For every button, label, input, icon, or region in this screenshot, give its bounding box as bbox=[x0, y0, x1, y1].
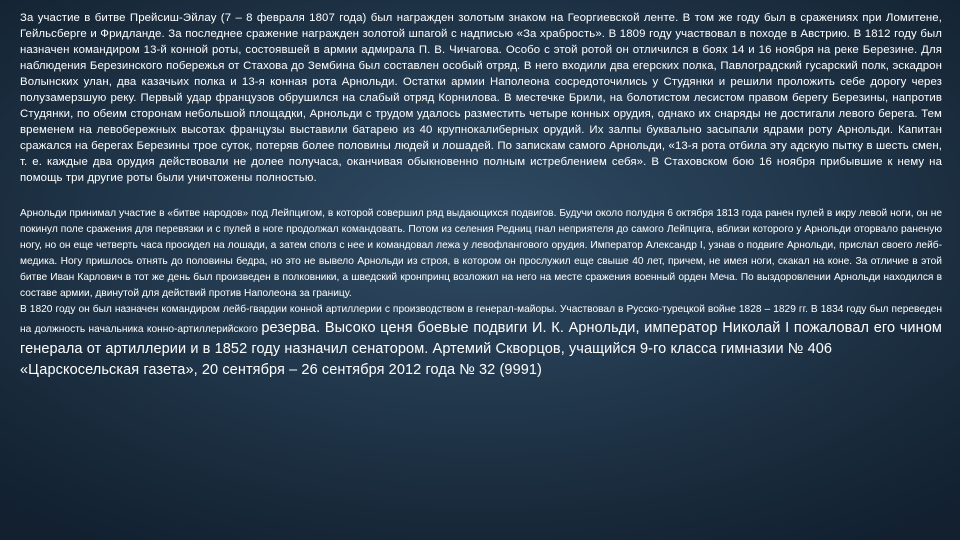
paragraph-leipzig-text: Арнольди принимал участие в «битве народов» под Лейпцигом, в которой совершил ряд выдающихся подвигов. Будучи около полудня 6 октября 1813 года ранен пулей в икру левой ноги, он не покинул поле сражения для перевязки и с пулей в ноге продолжал командовать. Потом из селения Редниц гнал неприятеля до самого Лейпцига, вблизи которого у Арнольди оторвало раненую ногу, но он еще четверть часа просидел на лошади, а затем сполз с нее и командовал лежа у левофлангового орудия. Император Александр I, узнав о подвиге Арнольди, прислал своего лейб-медика. Ногу пришлось отнять до половины бедра, но это не вывело Арнольди из строя, в котором он прослужил еще свыше 40 лет, причем, не имея ноги, скакал на коне. За отличие в этой битве Иван Карлович в тот же день был произведен в полковники, а шведский кронпринц возложил на него на месте сражения военный орден Меча. По выздоровлении Арнольди находился в составе армии, двинутой для действий против Наполеона за границу. bbox=[20, 208, 942, 299]
paragraph-berezina: За участие в битве Прейсиш-Эйлау (7 – 8 февраля 1807 года) был награжден золотым знаком на Георгиевской ленте. В том же году был в сражениях при Ломитене, Гейльсберге и Фридланде. За последнее сражение награжден золотой шпагой с надписью «За храбрость». В 1809 году участвовал в походе в Австрию. В 1812 году был назначен командиром 13-й конной роты, состоявшей в армии адмирала П. В. Чичагова. Особо с этой ротой он отличился в боях 14 и 16 ноября на реке Березине. Для наблюдения Березинского побережья от Стахова до Зембина был составлен особый отряд. В него входили два егерских полка, Павлоградский гусарский полк, эскадрон Волынских улан, два казачьих полка и 13-я конная рота Арнольди. Остатки армии Наполеона сосредоточились у Студянки и решили проложить себе дорогу через полузамерзшую реку. Первый удар французов обрушился на слабый отряд Корнилова. В местечке Брили, на болотистом лесистом правом берегу Березины, напротив Студянки, по обеим сторонам небольшой площадки, Арнольди с трудом удалось разместить четыре конных орудия, однако их снаряды не достигали левого берега. Тем временем на левобережных высотах французы выставили батарею из 40 крупнокалиберных орудий. Их залпы буквально засыпали ядрами роту Арнольди. Капитан сражался на берегах Березины трое суток, потеряв более половины людей и лошадей. По запискам самого Арнольди, «13-я рота отбила эту адскую пытку в шесть смен, т. е. каждые два орудия действовали не долее получаса, оканчивая обыкновенно полным истреблением себя». В Стаховском бою 16 ноября прибывшие к нему на помощь три другие роты были уничтожены полностью. bbox=[20, 12, 942, 184]
slide-text-body bbox=[20, 10, 942, 381]
paragraph-general-small-text: В 1820 году он был назначен командиром лейб-гвардии конной артиллерии с производством в генерал-майоры. Участвовал в Русско-турецкой войне 1828 – 1829 гг. В 1834 году был переведен на должность начальника конно-артиллерийского bbox=[20, 304, 942, 335]
paragraph-general-large-text: резерва. Высоко ценя боевые подвиги И. К. Арнольди, император Николай I пожаловал его чином генерала от артиллерии и в 1852 году назначил сенатором. Артемий Скворцов, учащийся 9-го класса гимназии № 406 bbox=[20, 320, 942, 357]
paragraph-leipzig bbox=[20, 206, 942, 360]
source-citation: «Царскосельская газета», 20 сентября – 26 сентября 2012 года № 32 (9991) bbox=[20, 362, 542, 378]
